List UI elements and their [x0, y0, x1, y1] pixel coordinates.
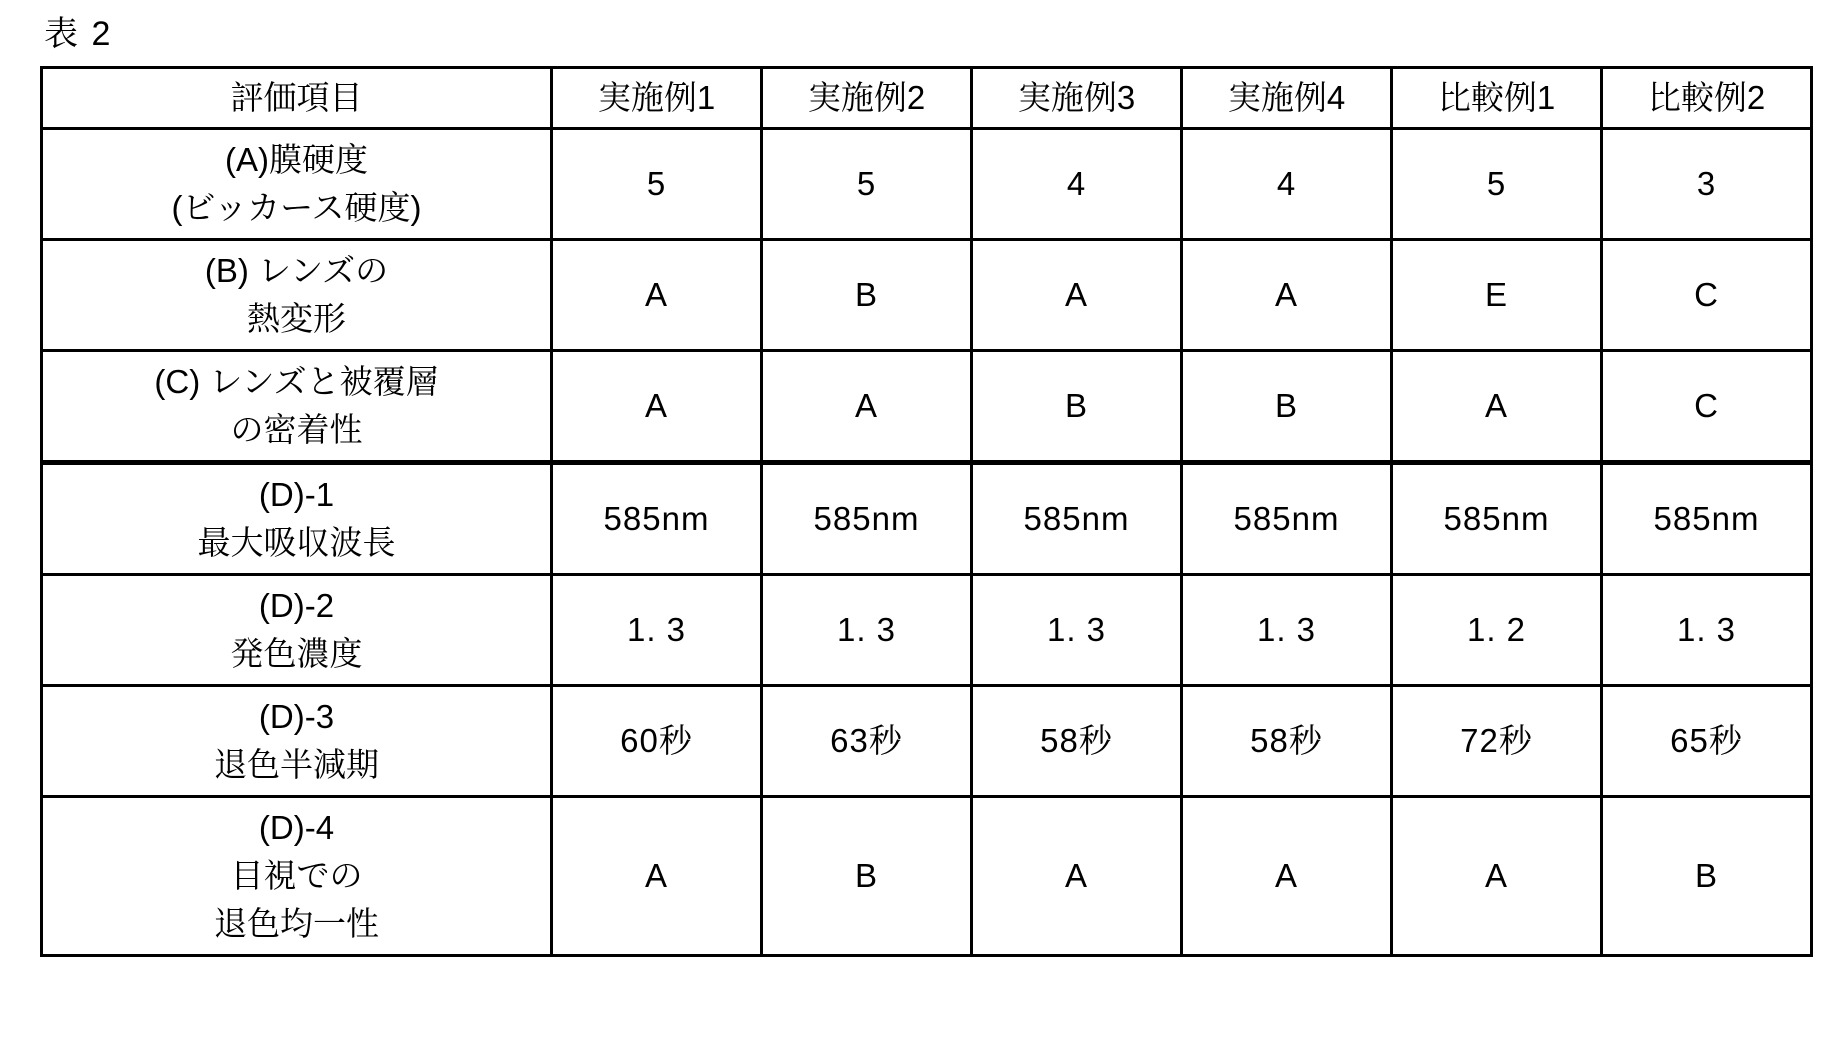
table-cell: 585nm — [1182, 463, 1392, 575]
table-cell: 1. 3 — [1182, 575, 1392, 686]
table-cell: 5 — [1392, 129, 1602, 240]
table-cell: 585nm — [762, 463, 972, 575]
table-cell: A — [1182, 797, 1392, 956]
table-cell: 58秒 — [1182, 686, 1392, 797]
table-cell: 1. 3 — [552, 575, 762, 686]
row-label: (A)膜硬度 (ビッカース硬度) — [42, 129, 552, 240]
table-cell: A — [552, 797, 762, 956]
table-cell: 3 — [1602, 129, 1812, 240]
table-cell: 585nm — [552, 463, 762, 575]
table-cell: A — [552, 351, 762, 463]
table-cell: 5 — [762, 129, 972, 240]
table-cell: B — [972, 351, 1182, 463]
table-cell: A — [552, 240, 762, 351]
table-cell: 1. 3 — [1602, 575, 1812, 686]
column-header-example-4: 実施例4 — [1182, 68, 1392, 129]
table-cell: 72秒 — [1392, 686, 1602, 797]
table-cell: 63秒 — [762, 686, 972, 797]
table-cell: B — [762, 240, 972, 351]
table-body — [42, 129, 1812, 956]
table-cell: 1. 3 — [762, 575, 972, 686]
table-header-row — [42, 68, 1812, 129]
table-row — [42, 129, 1812, 240]
column-header-comparative-1: 比較例1 — [1392, 68, 1602, 129]
table-cell: 1. 3 — [972, 575, 1182, 686]
evaluation-table — [40, 66, 1813, 957]
row-label: (D)-3 退色半減期 — [42, 686, 552, 797]
table-row — [42, 463, 1812, 575]
table-cell: A — [1392, 351, 1602, 463]
table-cell: 4 — [1182, 129, 1392, 240]
table-cell: 60秒 — [552, 686, 762, 797]
table-cell: A — [1182, 240, 1392, 351]
column-header-example-3: 実施例3 — [972, 68, 1182, 129]
table-cell: B — [762, 797, 972, 956]
row-label: (C) レンズと被覆層 の密着性 — [42, 351, 552, 463]
row-label: (D)-1 最大吸収波長 — [42, 463, 552, 575]
table-cell: 1. 2 — [1392, 575, 1602, 686]
table-cell: E — [1392, 240, 1602, 351]
table-cell: 4 — [972, 129, 1182, 240]
table-cell: 585nm — [1602, 463, 1812, 575]
table-header — [42, 68, 1812, 129]
row-label: (B) レンズの 熱変形 — [42, 240, 552, 351]
table-cell: B — [1602, 797, 1812, 956]
row-label: (D)-2 発色濃度 — [42, 575, 552, 686]
column-header-example-2: 実施例2 — [762, 68, 972, 129]
table-cell: A — [972, 797, 1182, 956]
table-cell: B — [1182, 351, 1392, 463]
column-header-example-1: 実施例1 — [552, 68, 762, 129]
table-cell: A — [1392, 797, 1602, 956]
column-header-comparative-2: 比較例2 — [1602, 68, 1812, 129]
table-row — [42, 240, 1812, 351]
column-header-item: 評価項目 — [42, 68, 552, 129]
table-cell: 58秒 — [972, 686, 1182, 797]
table-cell: A — [762, 351, 972, 463]
table-cell: 585nm — [1392, 463, 1602, 575]
table-cell: A — [972, 240, 1182, 351]
table-cell: C — [1602, 240, 1812, 351]
table-cell: 65秒 — [1602, 686, 1812, 797]
table-row — [42, 797, 1812, 956]
table-cell: 585nm — [972, 463, 1182, 575]
table-cell: 5 — [552, 129, 762, 240]
table-cell: C — [1602, 351, 1812, 463]
table-row — [42, 575, 1812, 686]
table-row — [42, 686, 1812, 797]
table-row — [42, 351, 1812, 463]
row-label: (D)-4 目視での 退色均一性 — [42, 797, 552, 956]
table-caption: 表 2 — [44, 15, 113, 53]
